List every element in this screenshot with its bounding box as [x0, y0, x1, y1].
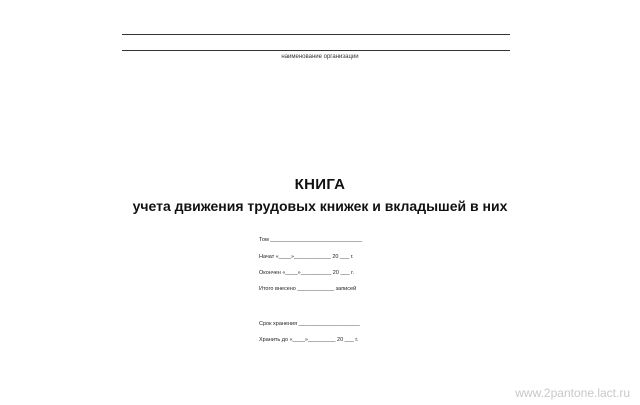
watermark: www.2pantone.lact.ru: [515, 386, 630, 400]
field-retention-period: Срок хранения ____________________: [259, 321, 360, 327]
field-finished: Окончен «____»__________ 20 ___ г.: [259, 270, 355, 276]
org-name-line-2: [122, 50, 510, 51]
org-name-line-1: [122, 34, 510, 35]
field-keep-until: Хранить до «____»_________ 20 ___ г.: [259, 337, 359, 343]
field-volume: Том ______________________________: [259, 237, 363, 243]
field-total-entries: Итого внесено ____________ записей: [259, 286, 357, 292]
field-started: Начат «____»____________ 20 ___ г.: [259, 254, 354, 260]
book-subtitle: учета движения трудовых книжек и вкладышей в них: [132, 198, 508, 214]
org-name-caption: наименование организации: [281, 54, 359, 60]
book-title: КНИГА: [294, 176, 346, 193]
